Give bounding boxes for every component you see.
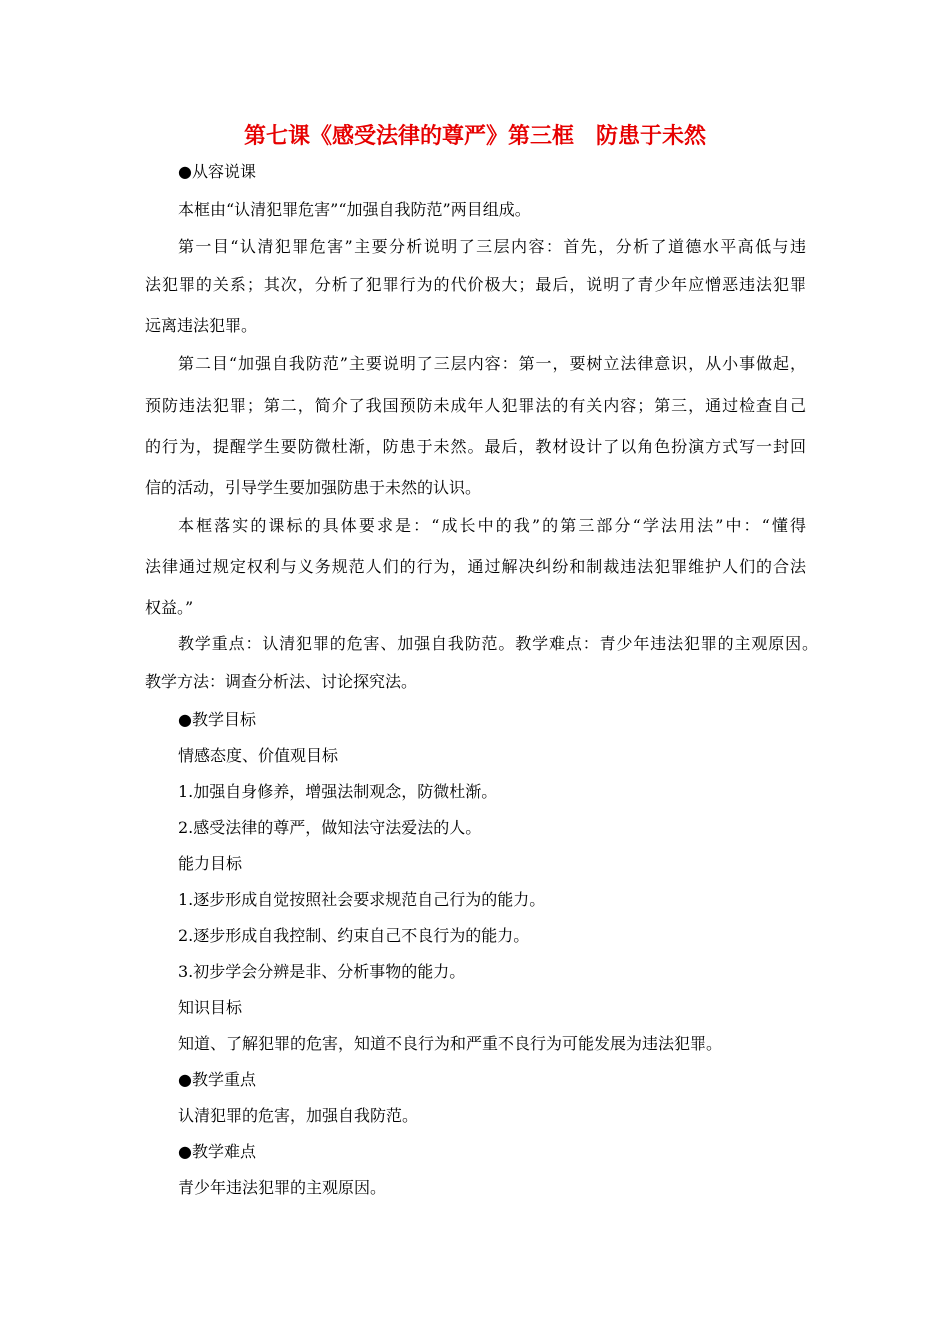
goal-knowledge-text: 知道、了解犯罪的危害，知道不良行为和严重不良行为可能发展为违法犯罪。 [178, 1034, 723, 1053]
goal-emotion-item-1: 1.加强自身修养，增强法制观念，防微杜渐。 [178, 782, 498, 801]
difficulty-text: 青少年违法犯罪的主观原因。 [178, 1178, 387, 1197]
para-1-line-2: 法犯罪的关系；其次，分析了犯罪行为的代价极大；最后，说明了青少年应憎恶违法犯罪 [145, 275, 806, 294]
para-2-line-4: 信的活动，引导学生要加强防患于未然的认识。 [145, 478, 482, 497]
section-heading-focus: ●教学重点 [178, 1070, 256, 1089]
goal-emotion-heading: 情感态度、价值观目标 [178, 746, 339, 765]
para-3-line-3: 权益。” [145, 598, 194, 617]
focus-text: 认清犯罪的危害，加强自我防范。 [178, 1106, 419, 1125]
goal-emotion-item-2: 2.感受法律的尊严，做知法守法爱法的人。 [178, 818, 482, 837]
goal-ability-heading: 能力目标 [178, 854, 243, 873]
section-heading-intro: ●从容说课 [178, 162, 256, 181]
goal-ability-item-2: 2.逐步形成自我控制、约束自己不良行为的能力。 [178, 926, 530, 945]
document-title: 第七课《感受法律的尊严》第三框 防患于未然 [243, 123, 706, 149]
para-3-line-1: 本框落实的课标的具体要求是：“成长中的我”的第三部分“学法用法”中：“懂得 [178, 516, 806, 535]
para-3-line-2: 法律通过规定权利与义务规范人们的行为，通过解决纠纷和制裁违法犯罪维护人们的合法 [145, 557, 806, 576]
section-heading-goals: ●教学目标 [178, 710, 256, 729]
para-4-line-1: 教学重点：认清犯罪的危害、加强自我防范。教学难点：青少年违法犯罪的主观原因。 [178, 634, 818, 653]
intro-sentence: 本框由“认清犯罪危害”“加强自我防范”两目组成。 [178, 200, 531, 219]
goal-ability-item-3: 3.初步学会分辨是非、分析事物的能力。 [178, 962, 466, 981]
para-2-line-2: 预防违法犯罪；第二，简介了我国预防未成年人犯罪法的有关内容；第三，通过检查自己 [145, 396, 806, 415]
goal-ability-item-1: 1.逐步形成自觉按照社会要求规范自己行为的能力。 [178, 890, 546, 909]
para-1-line-1: 第一目“认清犯罪危害”主要分析说明了三层内容：首先，分析了道德水平高低与违 [178, 237, 806, 256]
goal-knowledge-heading: 知识目标 [178, 998, 243, 1017]
para-2-line-1: 第二目“加强自我防范”主要说明了三层内容：第一，要树立法律意识，从小事做起， [178, 354, 806, 373]
para-1-line-3: 远离违法犯罪。 [145, 316, 258, 335]
section-heading-difficulty: ●教学难点 [178, 1142, 256, 1161]
para-2-line-3: 的行为，提醒学生要防微杜渐，防患于未然。最后，教材设计了以角色扮演方式写一封回 [145, 437, 806, 456]
para-4-line-2: 教学方法：调查分析法、讨论探究法。 [145, 672, 418, 691]
